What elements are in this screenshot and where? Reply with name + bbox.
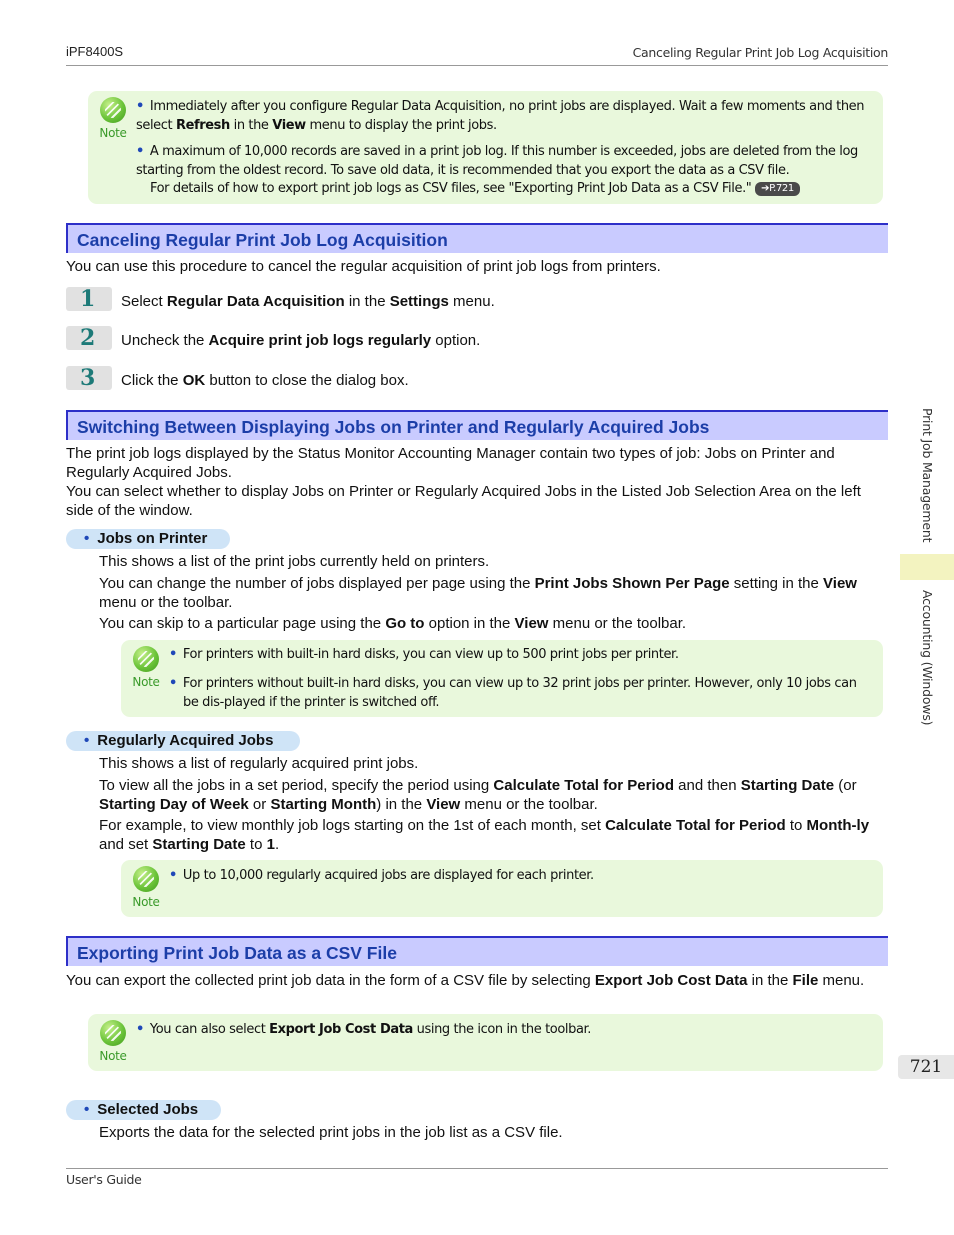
bullet-icon: • [136,99,144,114]
paragraph: This shows a list of the print jobs currently held on printers. [99,553,490,570]
note-label: Note [132,895,160,909]
footer-guide-title: User's Guide [66,1172,142,1187]
bullet-icon: • [169,676,177,691]
header-model: iPF8400S [66,44,124,59]
section-heading: Exporting Print Job Data as a CSV File [66,936,888,966]
paragraph: You can skip to a particular page using the Go to option in the View menu or the toolbar. [99,615,687,632]
bullet-icon: • [84,1101,90,1118]
note-box [121,860,883,917]
header-section-title: Canceling Regular Print Job Log Acquisition [632,45,888,60]
note-item: • Up to 10,000 regularly acquired jobs are displayed for each printer. [169,868,594,883]
subsection-heading: • Selected Jobs [66,1100,221,1120]
paragraph: To view all the jobs in a set period, specify the period using Calculate Total for Period and then Starting Date (or Starting Day of Week or Starting Month) in the View menu or the toolbar. [99,777,857,813]
note-item: • A maximum of 10,000 records are saved in a print job log. If this number is exceeded, jobs are deleted from the log starting from the oldest record. To save old data, it is recommended that you export the data as a CSV file. For details of how to export print job logs as CSV files, see "Exporting Print Job Data as a CSV File." ➔P.721 [136,144,858,196]
footer-divider [66,1168,888,1169]
sidebar-highlight-band [900,554,954,580]
bullet-icon: • [169,868,177,883]
note-box [88,1014,883,1071]
paragraph: Exports the data for the selected print jobs in the job list as a CSV file. [99,1124,563,1141]
step-number: 3 [66,366,112,390]
note-pencil-icon [129,646,163,689]
note-item: • For printers without built-in hard disks, you can view up to 32 print jobs per printer. However, only 10 jobs can be dis-played if the printer is switched off. [169,676,857,710]
section-heading: Canceling Regular Print Job Log Acquisition [66,223,888,253]
subsection-heading: • Regularly Acquired Jobs [66,731,300,751]
step-text: Uncheck the Acquire print job logs regularly option. [121,332,481,349]
page-reference-link[interactable]: ➔P.721 [755,182,800,196]
note-pencil-icon [96,97,130,140]
section-heading: Switching Between Displaying Jobs on Printer and Regularly Acquired Jobs [66,410,888,440]
note-label: Note [99,1049,127,1063]
bullet-icon: • [136,1022,144,1037]
page-number: 721 [898,1055,954,1079]
note-label: Note [99,126,127,140]
section-paragraph: The print job logs displayed by the Status Monitor Accounting Manager contain two types of job: Jobs on Printer and Regularly Acquired Jobs. [66,445,835,481]
note-item: • Immediately after you configure Regular Data Acquisition, no print jobs are displayed. Wait a few moments and then select Refresh in the View menu to display the print jobs. [136,99,865,133]
step-number: 1 [66,287,112,311]
step-text: Select Regular Data Acquisition in the Settings menu. [121,293,495,310]
paragraph: For example, to view monthly job logs starting on the 1st of each month, set Calculate Total for Period to Month-ly and set Starting Date to 1. [99,817,870,853]
step-number: 2 [66,326,112,350]
bullet-icon: • [84,732,90,749]
note-box [88,91,883,204]
section-paragraph: You can select whether to display Jobs on Printer or Regularly Acquired Jobs in the Listed Job Selection Area on the left side of the window. [66,483,861,519]
step-text: Click the OK button to close the dialog box. [121,372,409,389]
subsection-heading: • Jobs on Printer [66,529,230,549]
section-intro: You can use this procedure to cancel the regular acquisition of print job logs from printers. [66,258,661,275]
note-item: • You can also select Export Job Cost Data using the icon in the toolbar. [136,1022,592,1037]
section-intro: You can export the collected print job data in the form of a CSV file by selecting Export Job Cost Data in the File menu. [66,972,865,989]
bullet-icon: • [84,530,90,547]
note-label: Note [132,675,160,689]
paragraph: You can change the number of jobs displayed per page using the Print Jobs Shown Per Page setting in the View menu or the toolbar. [99,575,857,611]
bullet-icon: • [136,144,144,159]
bullet-icon: • [169,647,177,662]
note-item: • For printers with built-in hard disks, you can view up to 500 print jobs per printer. [169,647,679,662]
note-box [121,640,883,717]
paragraph: This shows a list of regularly acquired print jobs. [99,755,419,772]
note-pencil-icon [129,866,163,909]
arrow-right-icon: ➔ [761,183,770,194]
sidebar-chapter-label: Print Job Management [920,408,935,543]
header-divider [66,65,888,66]
sidebar-subchapter-label: Accounting (Windows) [920,590,935,726]
note-pencil-icon [96,1020,130,1063]
